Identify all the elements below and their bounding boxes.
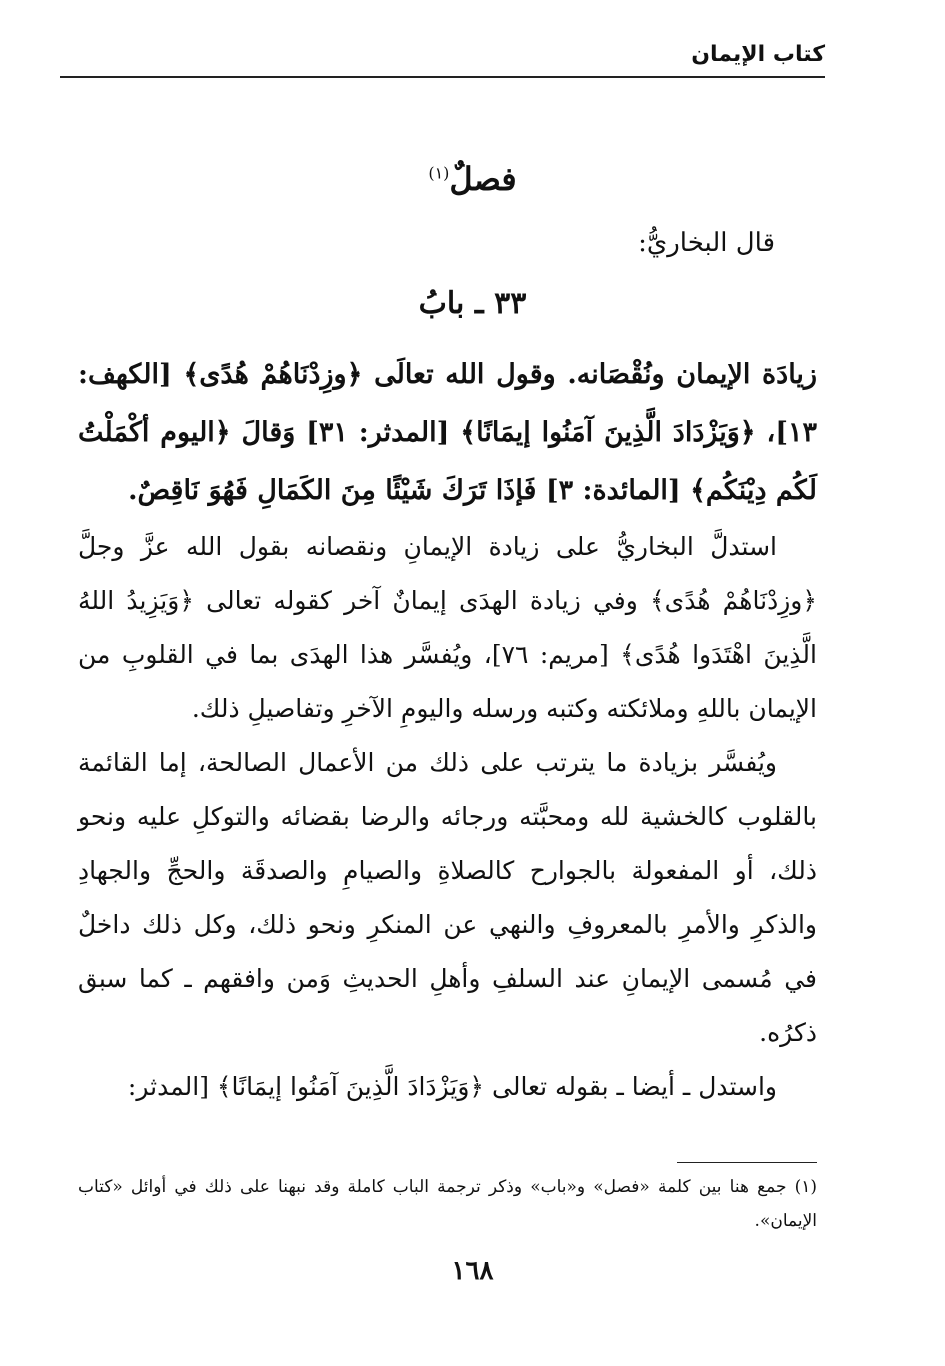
footnote-marker: (١): [428, 163, 450, 183]
chapter-heading: ٣٣ ـ بابُ: [418, 286, 527, 321]
running-head: [60, 38, 825, 78]
commentary-paragraph-3: واستدل ـ أيضا ـ بقوله تعالى ﴿وَيَزْدَادَ الَّذِينَ آمَنُوا إيمَانًا﴾ [المدثر:: [127, 1072, 777, 1101]
narrator-line: قال البخاريُّ:: [638, 228, 775, 258]
section-heading: [0, 160, 945, 198]
header-rule: [60, 76, 825, 78]
commentary-paragraph-2: ويُفسَّر بزيادة ما يترتب على ذلك من الأعمال الصالحة، إما القائمة بالقلوب كالخشية لله ومحبَّته ورجائه والرضا بقضائه والتوكلِ عليه ونحو ذلك، أو المفعولة بالجوارح كالصلاةِ والصيامِ والصدقَة والحجِّ والجهادِ والذكرِ والأمرِ بالمعروفِ والنهي عن المنكرِ ونحو ذلك، وكل ذلك داخلٌ في مُسمى الإيمانِ عند السلفِ وأهلِ الحديثِ وَمن وافقهم ـ كما سبق ذكرُه.: [78, 748, 817, 1047]
commentary-paragraph-1: استدلَّ البخاريُّ على زيادة الإيمانِ ونقصانه بقول الله عزَّ وجلَّ ﴿وزِدْنَاهُمْ هُدًى﴾ وفي زيادة الهدَى إيمانٌ آخر كقوله تعالى ﴿وَيَزِيدُ اللهُ الَّذِينَ اهْتَدَوا هُدًى﴾ [مريم: ٧٦]، ويُفسَّر هذا الهدَى بما في القلوبِ من الإيمان باللهِ وملائكته وكتبه ورسله واليومِ الآخرِ وتفاصيلِ ذلك.: [78, 532, 817, 723]
footnote: (١) جمع هنا بين كلمة «فصل» و«باب» وذكر ترجمة الباب كاملة وقد نبهنا على ذلك في أوائل «كتاب الإيمان».: [78, 1177, 817, 1231]
page-number: ١٦٨: [451, 1256, 494, 1286]
chapter-title-text: زيادَة الإيمان ونُقْصَانه. وقول الله تعالَى ﴿وزِدْنَاهُمْ هُدًى﴾ [الكهف: ١٣]، ﴿وَيَزْدَادَ الَّذِينَ آمَنُوا إيمَانًا﴾ [المدثر: ٣١] وَقالَ ﴿اليوم أكْمَلْتُ لَكُم دِيْنَكُم﴾ [المائدة: ٣] فَإذَا تَرَكَ شَيْئًا مِنَ الكَمَالِ فَهُوَ نَاقِصٌ.: [78, 359, 817, 506]
running-head-title: كتاب الإيمان: [691, 42, 825, 67]
footnote-rule: [677, 1162, 817, 1163]
section-heading-text: فصلٌ: [449, 160, 517, 198]
